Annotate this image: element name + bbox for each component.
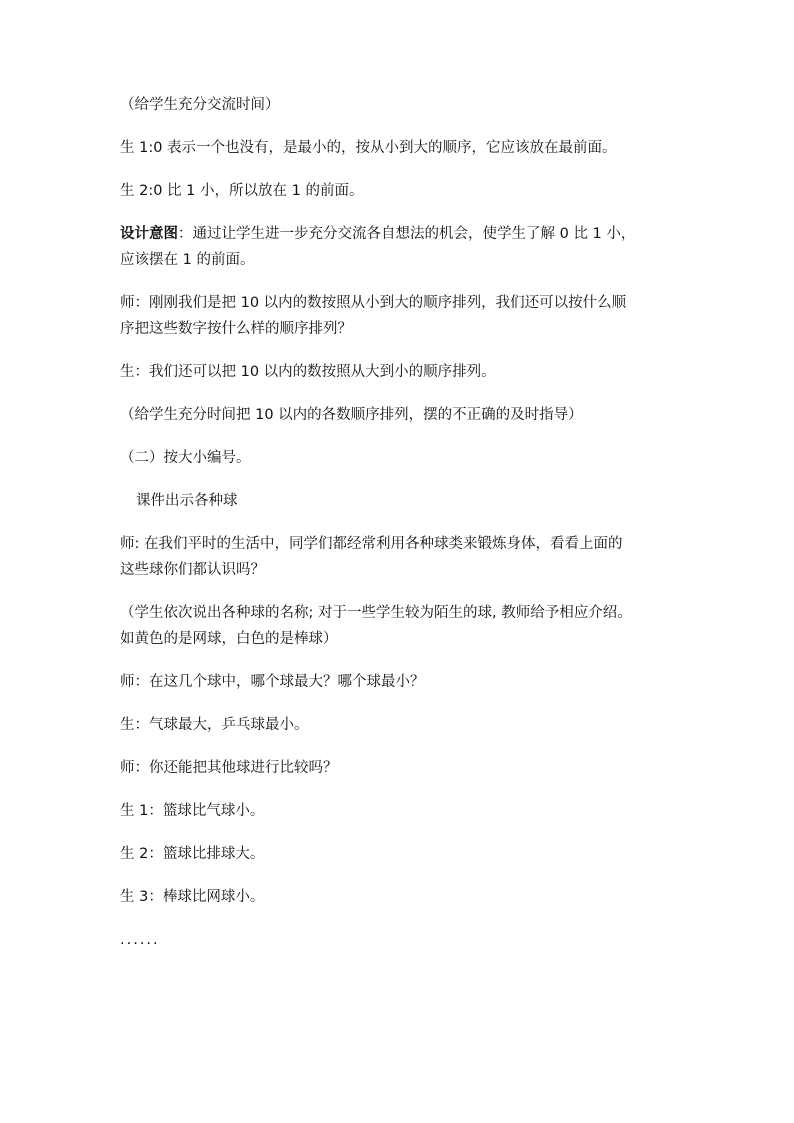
text-line: 师：刚刚我们是把 10 以内的数按照从小到大的顺序排列，我们还可以按什么顺 bbox=[120, 295, 627, 311]
text-line: （学生依次说出各种球的名称; 对于一些学生较为陌生的球, 教师给予相应介绍。 bbox=[120, 605, 632, 621]
paragraph-16 bbox=[120, 841, 680, 867]
paragraph-14 bbox=[120, 755, 680, 781]
text-line: 这些球你们都认识吗？ bbox=[120, 562, 265, 578]
text-line: 师：你还能把其他球进行比较吗？ bbox=[120, 760, 338, 776]
section-heading bbox=[120, 445, 680, 471]
paragraph-6 bbox=[120, 359, 680, 385]
design-intent-paragraph bbox=[120, 221, 680, 273]
paragraph-10 bbox=[120, 531, 680, 583]
paragraph-1 bbox=[120, 92, 680, 118]
text-line: 生 2:0 比 1 小，所以放在 1 的前面。 bbox=[120, 183, 364, 199]
text-line: 师：在这几个球中，哪个球最大？哪个球最小？ bbox=[120, 674, 425, 690]
paragraph-11 bbox=[120, 600, 680, 652]
paragraph-17 bbox=[120, 884, 680, 910]
paragraph-13 bbox=[120, 712, 680, 738]
text-line: 生 1：篮球比气球小。 bbox=[120, 803, 265, 819]
text-line: 生 2：篮球比排球大。 bbox=[120, 846, 265, 862]
text-line: 应该摆在 1 的前面。 bbox=[120, 252, 255, 268]
text-line: （给学生充分时间把 10 以内的各数顺序排列，摆的不正确的及时指导） bbox=[120, 407, 583, 423]
text-line: 生 3：棒球比网球小。 bbox=[120, 889, 265, 905]
text-line: 师: 在我们平时的生活中，同学们都经常利用各种球类来锻炼身体，看看上面的 bbox=[120, 536, 623, 552]
design-intent-text: ：通过让学生进一步充分交流各自想法的机会，使学生了解 0 比 1 小， bbox=[178, 226, 636, 242]
text-line: 课件出示各种球 bbox=[136, 493, 238, 509]
paragraph-12 bbox=[120, 669, 680, 695]
text-line: 序把这些数字按什么样的顺序排列？ bbox=[120, 321, 352, 337]
text-line: （二）按大小编号。 bbox=[120, 450, 251, 466]
design-intent-label: 设计意图 bbox=[120, 226, 178, 242]
text-line: 生：气球最大，乒乓球最小。 bbox=[120, 717, 309, 733]
paragraph-15 bbox=[120, 798, 680, 824]
text-line: （给学生充分交流时间） bbox=[120, 97, 280, 113]
text-line: 生 1:0 表示一个也没有，是最小的，按从小到大的顺序，它应该放在最前面。 bbox=[120, 140, 617, 156]
text-line: 如黄色的是网球，白色的是棒球） bbox=[120, 631, 338, 647]
paragraph-9 bbox=[120, 488, 680, 514]
paragraph-2 bbox=[120, 135, 680, 161]
document-body bbox=[120, 92, 680, 970]
paragraph-5 bbox=[120, 290, 680, 342]
paragraph-3 bbox=[120, 178, 680, 204]
ellipsis-paragraph bbox=[120, 927, 680, 953]
text-line bbox=[120, 221, 680, 247]
text-line: ...... bbox=[120, 932, 160, 948]
text-line: 生：我们还可以把 10 以内的数按照从大到小的顺序排列。 bbox=[120, 364, 496, 380]
paragraph-7 bbox=[120, 402, 680, 428]
